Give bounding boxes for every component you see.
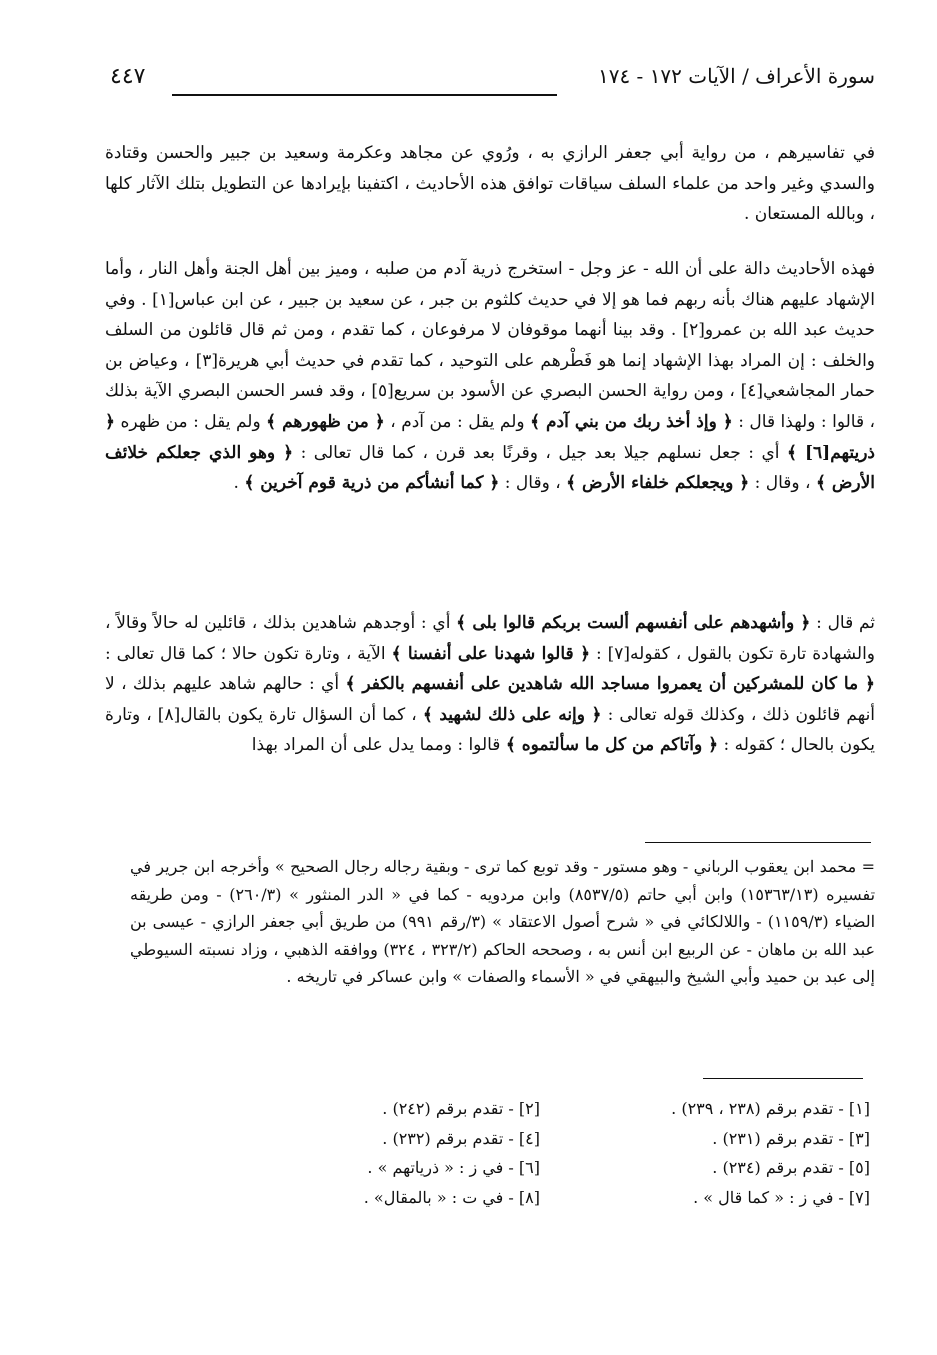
p3-text-e: ، كما أن السؤال تارة يكون بالقال[٨] ، وتارة يكون بالحال ؛ كقوله : xyxy=(105,704,875,756)
p2-text-a: فهذه الأحاديث دالة على أن الله - عز وجل - استخرج ذرية آدم من صلبه ، وميز بين أهل الجنة وأهل النار ، وأما الإشهاد عليهم هناك بأنه ربهم فما هو إلا في حديث كلثوم بن جبر ، عن سعيد بن جبير ، عن ابن عباس[١] . وفي حديث عبد الله بن عمرو[٢] . وقد بينا أنهما موقوفان لا مرفوعان ، كما تقدم ، ومن ثم قال قائلون من السلف والخلف : إن المراد بهذا الإشهاد إنما هو فَطْرهم على التوحيد ، كما تقدم في حديث أبي هريرة[٣] ، وعياض بن حمار المجاشعي[٤] ، ومن رواية الحسن البصري عن الأسود بن سريع[٥] ، وقد فسر الحسن البصري الآية بذلك ، قالوا : ولهذا قال : xyxy=(105,259,876,432)
p2-text-g: . xyxy=(233,473,239,494)
footnote-item: [٦] - في ز : « ذرياتهم » . xyxy=(367,1158,540,1177)
quran-quote: ﴿ وهو الذي جعلكم خلائف الأرض ﴾ xyxy=(105,442,875,494)
footnotes-column-left xyxy=(250,1094,540,1212)
quran-quote: ﴿ من ظهورهم ﴾ xyxy=(266,411,385,432)
quran-quote: ﴿ وأشهدهم على أنفسهم ألست بربكم قالوا بلى ﴾ xyxy=(456,613,811,633)
quran-quote: ﴿ وإنه على ذلك لشهيد ﴾ xyxy=(422,704,602,725)
paragraph-2 xyxy=(105,254,875,499)
quran-quote: ﴿ ما كان للمشركين أن يعمروا مساجد الله شاهدين على أنفسهم بالكفر ﴾ xyxy=(345,674,875,695)
p3-text-a: ثم قال : xyxy=(816,613,875,633)
p3-text-c: الآية ، وتارة تكون حالا ؛ كما قال تعالى : xyxy=(105,643,386,664)
quran-quote: ﴿ ويجعلكم خلفاء الأرض ﴾ xyxy=(566,473,750,494)
page-number: ٤٤٧ xyxy=(110,64,146,89)
footnotes-column-right xyxy=(565,1094,870,1212)
paragraph-1: في تفاسيرهم ، من رواية أبي جعفر الرازي به ، ورُوي عن مجاهد وعكرمة وسعيد بن جبير والحسن وقتادة والسدي وغير واحد من علماء السلف سياقات توافق هذه الأحاديث ، اكتفينا بإيرادها عن التطويل بتلك الآثار كلها ، وبالله المستعان . xyxy=(105,143,875,225)
p3-text-d: أي : حالهم شاهد عليهم بذلك ، لا أنهم قائلون ذلك ، وكذلك قوله تعالى : xyxy=(105,674,876,725)
running-title: سورة الأعراف / الآيات ١٧٢ - ١٧٤ xyxy=(597,64,875,88)
p2-text-e: ، وقال : xyxy=(754,473,811,494)
p3-text-f: قالوا : ومما يدل على أن المراد بهذا xyxy=(251,735,501,756)
p2-text-f: ، وقال : xyxy=(504,473,561,494)
footnote-item: [٣] - تقدم برقم (٢٣١) . xyxy=(712,1128,870,1148)
footnote-item: [٤] - تقدم برقم (٢٣٢) . xyxy=(382,1128,540,1148)
p2-text-d: أي : جعل نسلهم جيلا بعد جيل ، وقرنًا بعد قرن ، كما قال تعالى : xyxy=(300,442,780,463)
header-rule xyxy=(172,94,557,96)
p3-text-b: أي : أوجدهم شاهدين بذلك ، قائلين له حالاً وقالاً ، والشهادة تارة تكون بالقول ، كقوله[٧] : xyxy=(105,613,876,664)
footnote-rule xyxy=(645,842,871,843)
p2-text-c: ولم يقل : من ظهره xyxy=(120,411,261,432)
quran-quote: ﴿ كما أنشأكم من ذرية قوم آخرين ﴾ xyxy=(244,473,500,494)
quran-quote: ﴿ قالوا شهدنا على أنفسنا ﴾ xyxy=(391,643,591,664)
footnote-item: [٥] - تقدم برقم (٢٣٤) . xyxy=(712,1158,870,1177)
page-header xyxy=(110,64,875,104)
notes-rule xyxy=(703,1078,863,1079)
footnote-item: [١] - تقدم برقم (٢٣٨ ، ٢٣٩) . xyxy=(671,1099,870,1118)
footnote-item: [٢] - تقدم برقم (٢٤٢) . xyxy=(382,1099,540,1118)
quran-quote: ﴿ وإذ أخذ ربك من بني آدم ﴾ xyxy=(530,411,733,432)
quran-quote: ﴿ وآتاكم من كل ما سألتموه ﴾ xyxy=(505,735,719,756)
paragraph-3 xyxy=(105,608,875,761)
footnote-item: [٧] - في ز : « كما قال » . xyxy=(693,1187,870,1207)
footnote-item: [٨] - في ت : « بالمقال» . xyxy=(363,1187,540,1207)
p2-text-b: ولم يقل : من آدم ، xyxy=(390,411,525,432)
quran-quote: ﴿ ذريتهم[٦] ﴾ xyxy=(105,411,876,463)
footnote-continuation: = محمد ابن يعقوب الرباني - وهو مستور - وقد توبع كما ترى - وبقية رجاله رجال الصحيح » وأخرجه ابن جرير في تفسيره (١٥٣٦٣/١٣) وابن أبي حاتم (٨٥٣٧/٥) وابن مردويه - كما في « الدر المنثور » (٢٦٠/٣) - ومن طريقه الضياء (١١٥٩/٣) - واللالكائي في « شرح أصول الاعتقاد » (٣/رقم ٩٩١) من طريق أبي جعفر الرازي - عيسى بن عبد الله بن ماهان - عن الربيع ابن أنس به ، وصححه الحاكم (٣٢٣/٢ ، ٣٢٤) ووافقه الذهبي ، وزاد نسبته السيوطي إلى عبد بن حميد وأبي الشيخ والبيهقي في « الأسماء والصفات » وابن عساكر في تاريخه . xyxy=(130,857,876,986)
